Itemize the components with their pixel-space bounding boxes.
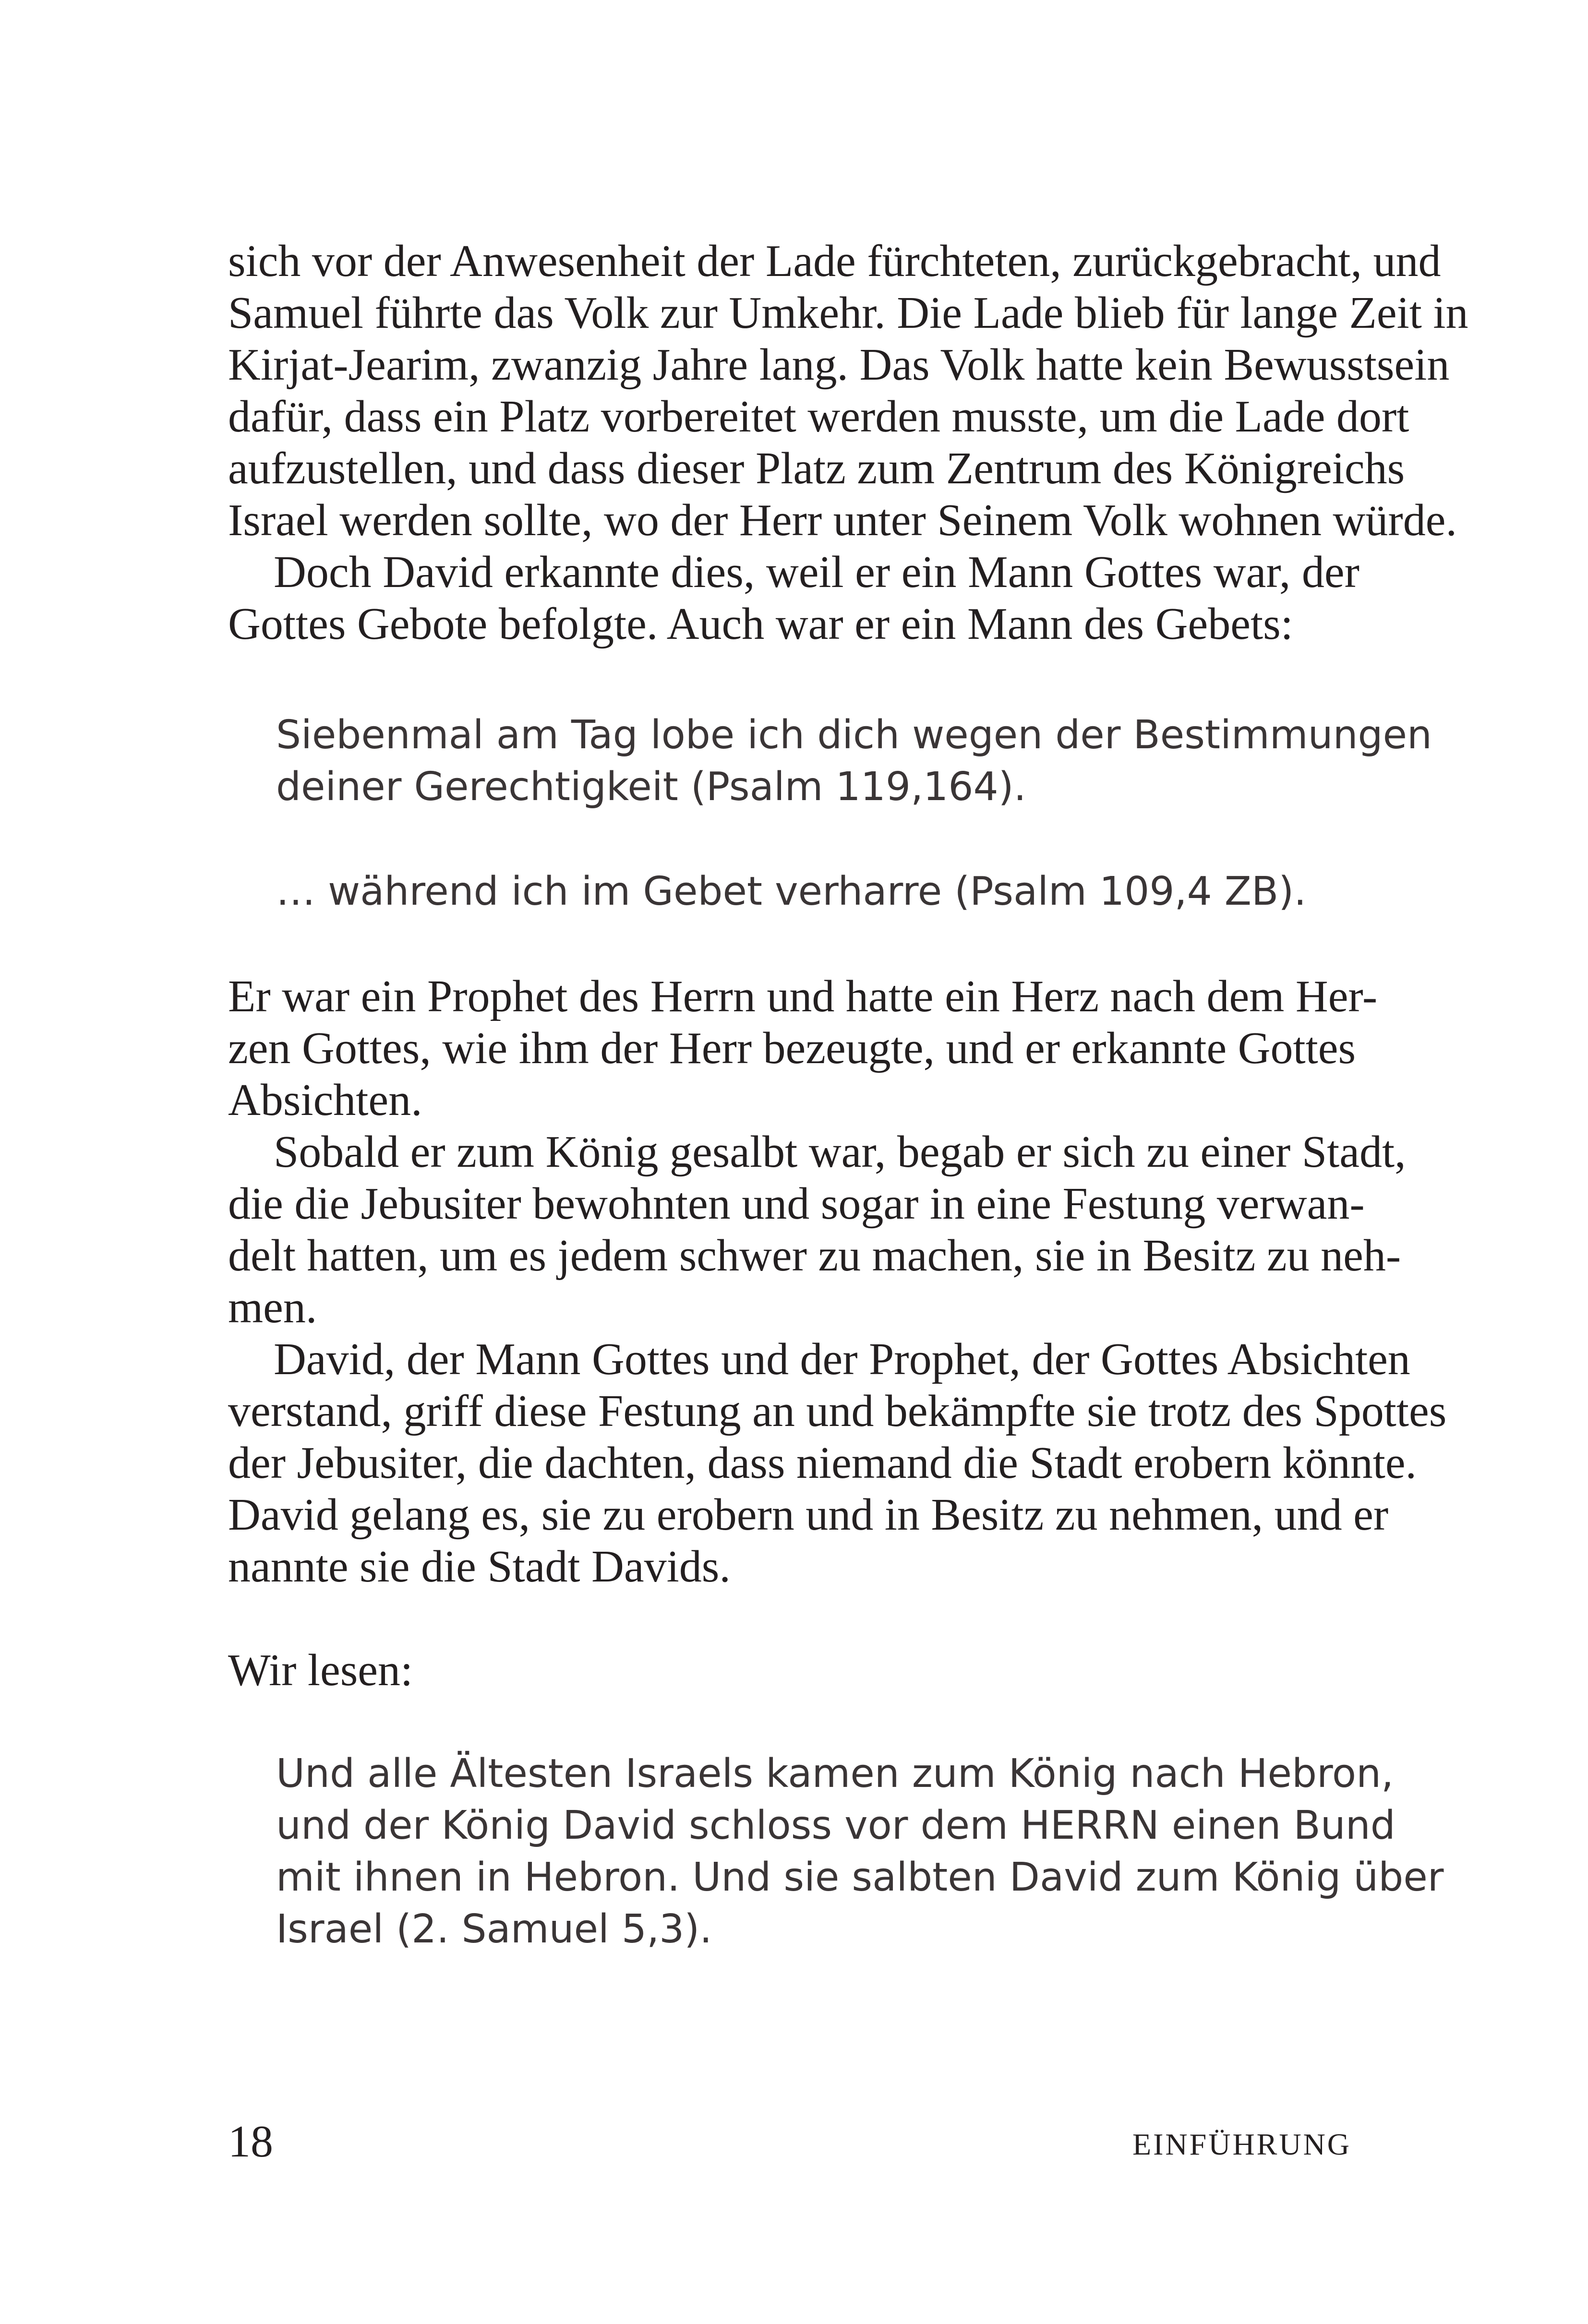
text-line: men. [228, 1282, 317, 1332]
block-quote-2 [276, 866, 1351, 918]
text-line: Absichten. [228, 1075, 422, 1125]
text-line: zen Gottes, wie ihm der Herr bezeugte, und er erkannte Gottes [228, 1023, 1356, 1073]
text-line: Samuel führte das Volk zur Umkehr. Die Lade blieb für lange Zeit in [228, 288, 1468, 338]
text-line: Kirjat-Jearim, zwanzig Jahre lang. Das Volk hatte kein Bewusstsein [228, 340, 1450, 390]
quote-line: Und alle Ältesten Israels kamen zum König nach Hebron, [276, 1751, 1394, 1797]
text-line: dafür, dass ein Platz vorbereitet werden musste, um die Lade dort [228, 392, 1409, 442]
text-line: David, der Mann Gottes und der Prophet, der Gottes Absichten [274, 1334, 1410, 1384]
paragraph-5 [228, 1333, 1447, 1593]
text-line: Israel werden sollte, wo der Herr unter Seinem Volk wohnen würde. [228, 495, 1457, 545]
paragraph-3 [228, 970, 1378, 1126]
quote-line: deiner Gerechtigkeit (Psalm 119,164). [276, 764, 1026, 810]
text-line: Gottes Gebote befolgte. Auch war er ein Mann des Gebets: [228, 599, 1293, 649]
quote-line: Israel (2. Samuel 5,3). [276, 1906, 712, 1952]
text-line: Wir lesen: [228, 1645, 413, 1695]
quote-line: mit ihnen in Hebron. Und sie salbten David zum König über [276, 1855, 1444, 1900]
text-line: Er war ein Prophet des Herrn und hatte ein Herz nach dem Her- [228, 971, 1378, 1021]
text-line: sich vor der Anwesenheit der Lade fürchteten, zurückgebracht, und [228, 236, 1441, 286]
text-line: Sobald er zum König gesalbt war, begab er sich zu einer Stadt, [274, 1127, 1406, 1177]
paragraph-4 [228, 1126, 1406, 1333]
block-quote-3 [276, 1748, 1444, 1955]
page-number: 18 [228, 2117, 273, 2167]
text-line: Doch David erkannte dies, weil er ein Mann Gottes war, der [274, 547, 1359, 597]
text-line: David gelang es, sie zu erobern und in Besitz zu nehmen, und er [228, 1490, 1389, 1540]
paragraph-1 [228, 235, 1468, 546]
text-line: der Jebusiter, die dachten, dass niemand die Stadt erobern könnte. [228, 1438, 1417, 1488]
text-line: verstand, griff diese Festung an und bekämpfte sie trotz des Spottes [228, 1386, 1447, 1436]
quote-line: … während ich im Gebet verharre (Psalm 109,4 ZB). [276, 869, 1307, 914]
text-line: nannte sie die Stadt Davids. [228, 1542, 731, 1592]
text-line: delt hatten, um es jedem schwer zu machen, sie in Besitz zu neh- [228, 1231, 1401, 1281]
running-title: EINFÜHRUNG [1132, 2127, 1351, 2161]
paragraph-2 [228, 546, 1359, 650]
text-line: die die Jebusiter bewohnten und sogar in eine Festung verwan- [228, 1179, 1365, 1229]
quote-line: und der König David schloss vor dem HERRN einen Bund [276, 1803, 1396, 1848]
quote-line: Siebenmal am Tag lobe ich dich wegen der Bestimmungen [276, 712, 1432, 758]
text-line: aufzustellen, und dass dieser Platz zum Zentrum des Königreichs [228, 443, 1405, 493]
paragraph-6 [228, 1644, 1351, 1696]
block-quote-1 [276, 709, 1432, 813]
